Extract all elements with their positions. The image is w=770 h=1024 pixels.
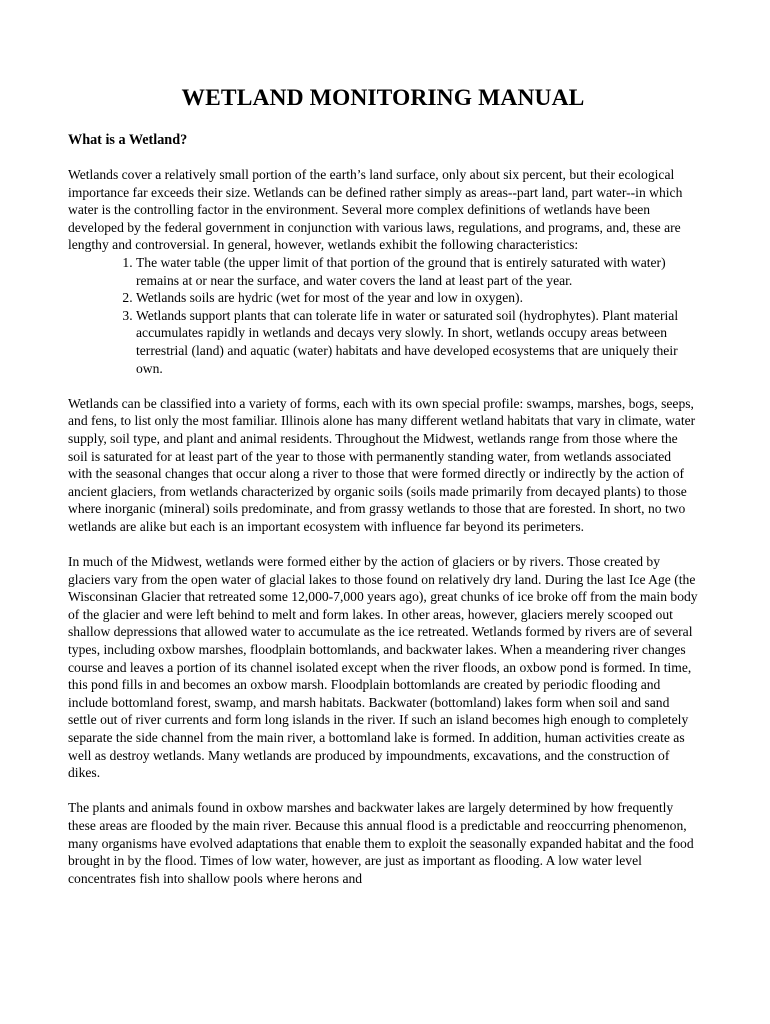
list-item: 2. Wetlands soils are hydric (wet for most of the year and low in oxygen).: [136, 289, 698, 307]
document-body: [68, 84, 698, 887]
document-title: WETLAND MONITORING MANUAL: [181, 85, 585, 111]
list-item: 1. The water table (the upper limit of that portion of the ground that is entirely saturated with water) remains at or near the surface, and water covers the land at least part of the year.: [136, 254, 698, 289]
paragraph-flooding: The plants and animals found in oxbow marshes and backwater lakes are largely determined by how frequently these areas are flooded by the main river. Because this annual flood is a predictable and reoccurring phenomenon, many organisms have evolved adaptations that enable them to exploit the seasonally expanded habitat and the food brought in by the flood. Times of low water, however, are just as important as flooding. A low water level concentrates fish into shallow pools where herons and: [68, 800, 694, 886]
list-item: 3. Wetlands support plants that can tolerate life in water or saturated soil (hydrophytes). Plant material accumulates rapidly in wetlands and decays very slowly. In short, wetlands occupy areas between terrestrial (land) and aquatic (water) habitats and have developed ecosystems that are uniquely their own.: [136, 307, 698, 377]
paragraph-classification: Wetlands can be classified into a variety of forms, each with its own special profile: swamps, marshes, bogs, seeps, and fens, to list only the most familiar. Illinois alone has many different wetland habitats that vary in climate, water supply, soil type, and plant and animal residents. Throughout the Midwest, wetlands range from those where the soil is saturated for at least part of the year to those with permanently standing water, from wetlands associated with the seasonal changes that occur along a river to those that were formed directly or indirectly by the action of ancient glaciers, from wetlands characterized by organic soils (soils made primarily from decayed plants) to those where inorganic (mineral) soils predominate, and from grassy wetlands to those that are forested. In short, no two wetlands are alike but each is an important ecosystem with influence far beyond its perimeters.: [68, 395, 696, 534]
section-heading: What is a Wetland?: [68, 132, 188, 148]
paragraph-intro: Wetlands cover a relatively small portion of the earth’s land surface, only about six percent, but their ecological importance far exceeds their size. Wetlands can be defined rather simply as areas--part land, part water--in which water is the controlling factor in the environment. Several more complex definitions of wetlands have been developed by the federal government in conjunction with various laws, regulations, and programs, and, these are lengthy and controversial. In general, however, wetlands exhibit the following characteristics:: [68, 167, 683, 253]
paragraph-formation: In much of the Midwest, wetlands were formed either by the action of glaciers or by rivers. Those created by glaciers vary from the open water of glacial lakes to those found on relatively dry land. During the last Ice Age (the Wisconsinan Glacier that retreated some 12,000-7,000 years ago), great chunks of ice broke off from the main body of the glacier and were left behind to melt and form lakes. In other areas, however, glaciers merely scooped out shallow depressions that allowed water to accumulate as the ice retreated. Wetlands formed by rivers are of several types, including oxbow marshes, floodplain bottomlands, and backwater lakes. When a meandering river changes course and leaves a portion of its channel isolated except when the river floods, an oxbow pond is formed. In time, this pond fills in and becomes an oxbow marsh. Floodplain bottomlands are created by periodic flooding and include bottomland forest, swamp, and marsh habitats. Backwater (bottomland) lakes form when soil and sand settle out of river currents and form long islands in the river. If such an island becomes high enough to completely separate the side channel from the main river, a bottomland lake is formed. In addition, human activities create as well as destroy wetlands. Many wetlands are produced by impoundments, excavations, and the construction of dikes.: [68, 554, 698, 781]
characteristics-list: [68, 254, 698, 377]
